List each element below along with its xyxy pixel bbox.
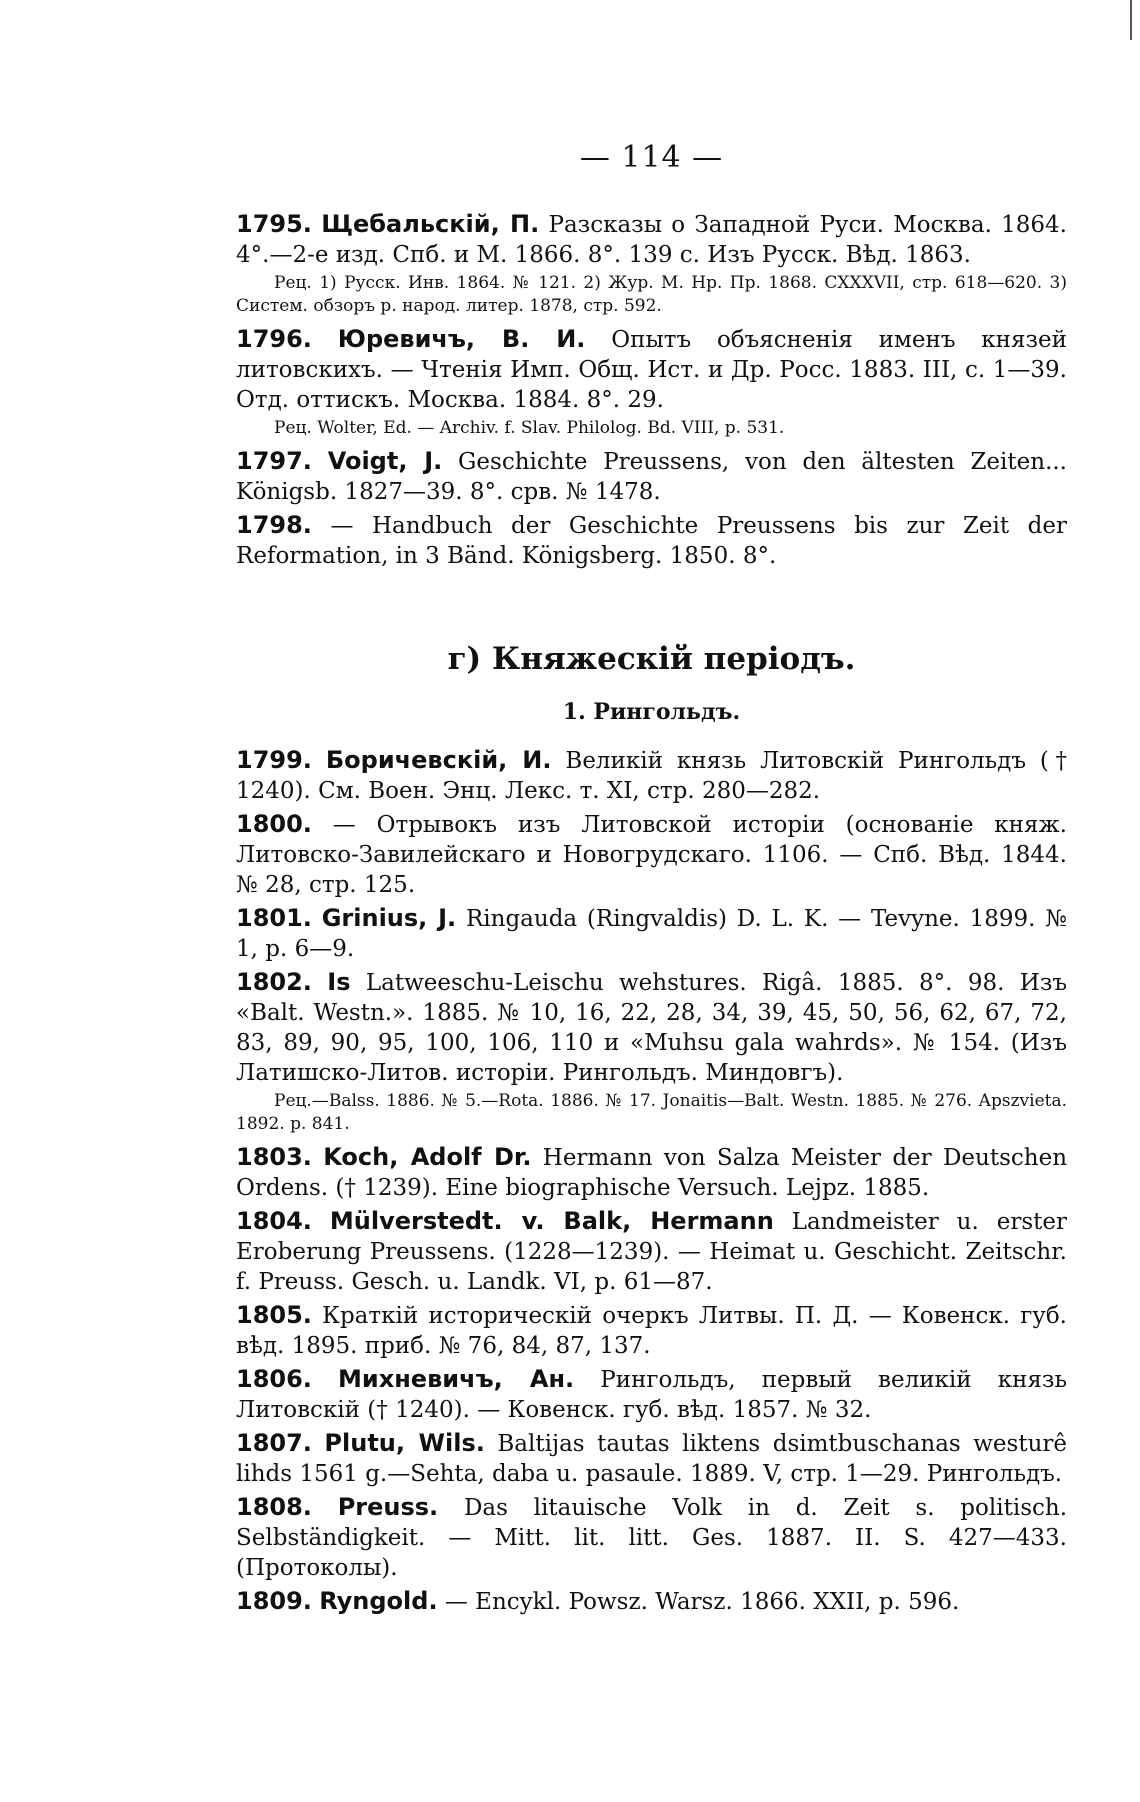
entry-author: Is — [327, 968, 351, 996]
entry-author: Preuss. — [337, 1493, 439, 1521]
entry-number: 1795. — [236, 210, 312, 238]
entry-number: 1803. — [236, 1143, 312, 1171]
entry-review-note: Рец. Wolter, Ed. — Archiv. f. Slav. Philolog. Bd. VIII, p. 531. — [274, 418, 785, 438]
entry-author: Mülverstedt. v. Balk, Hermann — [329, 1207, 774, 1235]
entry-text: Baltijas tautas liktens dsimtbuschanas westurê lihds 1561 g.—Sehta, daba u. pasaule. 1889. V, стр. 1—29. Рингольдъ. — [236, 1431, 1067, 1487]
bibliography-entry — [236, 1586, 1067, 1617]
bibliography-entry — [236, 1142, 1067, 1203]
subsection-title: 1. Рингольдъ. — [562, 699, 741, 725]
bibliography-entry — [236, 1364, 1067, 1425]
entry-text: Великій князь Литовскій Рингольдъ († 1240). См. Воен. Энц. Лекс. т. XI, стр. 280—282. — [236, 748, 1068, 804]
entry-author: Grinius, J. — [321, 904, 457, 932]
entries-top — [236, 209, 1067, 571]
entries-bottom — [236, 745, 1067, 1617]
entry-number: 1808. — [236, 1493, 312, 1521]
page-number: — 114 — — [579, 140, 724, 175]
entry-number: 1804. — [236, 1207, 312, 1235]
bibliography-entry — [236, 809, 1067, 900]
entry-number: 1801. — [236, 904, 312, 932]
entry-text: Краткій историческій очеркъ Литвы. П. Д. — Ковенск. губ. вѣд. 1895. приб. № 76, 84, 87, 137. — [236, 1303, 1067, 1359]
entry-author: Юревичъ, В. И. — [337, 325, 586, 353]
entry-number: 1796. — [236, 325, 312, 353]
bibliography-entry — [236, 510, 1067, 571]
entry-review-note: Рец. 1) Русск. Инв. 1864. № 121. 2) Жур. М. Нр. Пр. 1868. CXXXVII, стр. 618—620. 3) Систем. обзоръ р. народ. литер. 1878, стр. 592. — [236, 273, 1067, 316]
bibliography-entry — [236, 903, 1067, 964]
bibliography-entry — [236, 446, 1067, 507]
entry-text: Hermann von Salza Meister der Deutschen Ordens. († 1239). Eine biographische Versuch. Lejpz. 1885. — [236, 1145, 1068, 1201]
bibliography-entry — [236, 209, 1067, 270]
section-title: г) Княжескій періодъ. — [447, 641, 856, 677]
entry-author: Щебальскій, П. — [321, 210, 540, 238]
entry-number: 1807. — [236, 1429, 312, 1457]
entry-number: 1805. — [236, 1301, 312, 1329]
entry-text: Рингольдъ, первый великій князь Литовскій († 1240). — Ковенск. губ. вѣд. 1857. № 32. — [236, 1367, 1067, 1423]
entry-author: Михневичъ, Ан. — [338, 1365, 575, 1393]
entry-number: 1802. — [236, 968, 312, 996]
entry-text: Landmeister u. erster Eroberung Preussens. (1228—1239). — Heimat u. Geschicht. Zeitschr. f. Preuss. Gesch. u. Landk. VI, p. 61—87. — [236, 1209, 1067, 1295]
entry-number: 1797. — [236, 447, 312, 475]
entry-text: Geschichte Preussens, von den ältesten Zeiten... Königsb. 1827—39. 8°. срв. № 1478. — [236, 449, 1067, 505]
bibliography-entry — [236, 324, 1067, 415]
bibliography-entry — [236, 1206, 1067, 1297]
entry-number: 1799. — [236, 746, 312, 774]
bibliography-entry — [236, 1492, 1067, 1583]
entry-text: Разсказы о Западной Руси. Москва. 1864. 4°.—2-е изд. Спб. и М. 1866. 8°. 139 с. Изъ Русск. Вѣд. 1863. — [236, 212, 1067, 268]
bibliography-entry — [236, 967, 1067, 1088]
book-page — [236, 140, 1067, 1617]
entry-text: — Отрывокъ изъ Литовской исторіи (основаніе княж. Литовско-Завилейскаго и Новогрудскаго. 1106. — Спб. Вѣд. 1844. № 28, стр. 125. — [236, 812, 1067, 898]
entry-text: Опытъ объясненія именъ князей литовскихъ. — Чтенія Имп. Общ. Ист. и Др. Росс. 1883. III, с. 1—39. Отд. оттискъ. Москва. 1884. 8°. 29. — [236, 327, 1067, 413]
entry-author: Voigt, J. — [327, 447, 443, 475]
entry-author: Ryngold. — [319, 1587, 438, 1615]
entry-number: 1800. — [236, 810, 312, 838]
entry-text: Ringauda (Ringvaldis) D. L. K. — Tevyne. 1899. № 1, p. 6—9. — [236, 906, 1068, 962]
entry-number: 1809. — [236, 1587, 312, 1615]
bibliography-entry — [236, 1300, 1067, 1361]
entry-text: Latweeschu-Leischu wehstures. Rigâ. 1885. 8°. 98. Изъ «Balt. Westn.». 1885. № 10, 16, 22, 28, 34, 39, 45, 50, 56, 62, 67, 72, 83, 89, 90, 95, 100, 106, 110 и «Muhsu gala wahrds». № 154. (Изъ Латишско-Литов. исторіи. Рингольдъ. Миндовгъ). — [236, 970, 1067, 1086]
page-edge-mark — [1130, 0, 1132, 40]
bibliography-entry — [236, 745, 1067, 806]
entry-review-note: Рец.—Balss. 1886. № 5.—Rota. 1886. № 17. Jonaitis—Balt. Westn. 1885. № 276. Apszvieta. 1892. p. 841. — [236, 1091, 1067, 1134]
bibliography-entry — [236, 1428, 1067, 1489]
entry-author: Боричевскій, И. — [325, 746, 552, 774]
entry-number: 1798. — [236, 511, 312, 539]
entry-text: Das litauische Volk in d. Zeit s. politisch. Selbständigkeit. — Mitt. lit. litt. Ges. 1887. II. S. 427—433. (Протоколы). — [236, 1495, 1067, 1581]
entry-author: Plutu, Wils. — [324, 1429, 485, 1457]
entry-text: — Handbuch der Geschichte Preussens bis zur Zeit der Reformation, in 3 Bänd. Königsberg. 1850. 8°. — [236, 513, 1067, 569]
entry-text: — Encykl. Powsz. Warsz. 1866. XXII, p. 596. — [444, 1589, 960, 1615]
entry-author: Koch, Adolf Dr. — [323, 1143, 532, 1171]
entry-number: 1806. — [236, 1365, 312, 1393]
